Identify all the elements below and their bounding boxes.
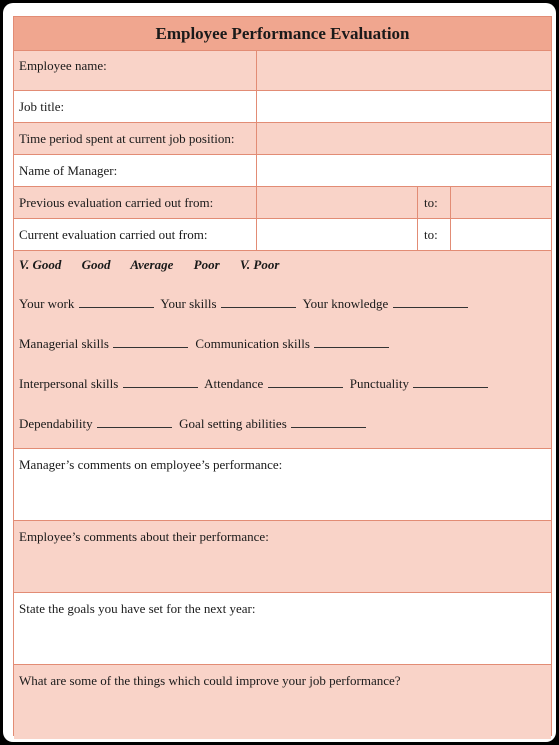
time-period-field[interactable]	[257, 123, 551, 154]
job-title-field[interactable]	[257, 91, 551, 122]
current-eval-to-label: to:	[418, 219, 451, 250]
rating-blank[interactable]	[393, 297, 468, 308]
ratings-section	[14, 251, 551, 449]
employee-comments-box[interactable]	[14, 521, 551, 593]
rating-criterion: Punctuality	[349, 376, 410, 391]
rating-line	[19, 336, 393, 352]
current-eval-from-field[interactable]	[257, 219, 418, 250]
rating-blank[interactable]	[413, 377, 488, 388]
rating-criterion: Your work	[19, 296, 75, 311]
goals-label: State the goals you have set for the next year:	[19, 601, 256, 616]
time-period-row	[14, 123, 551, 155]
current-eval-to-field[interactable]	[451, 219, 551, 250]
previous-eval-to-field[interactable]	[451, 187, 551, 218]
job-title-row	[14, 91, 551, 123]
employee-name-label: Employee name:	[14, 51, 257, 90]
manager-comments-box[interactable]	[14, 449, 551, 521]
rating-line	[19, 296, 472, 312]
rating-criterion: Dependability	[19, 416, 93, 431]
manager-name-label: Name of Manager:	[14, 155, 257, 186]
job-title-label: Job title:	[14, 91, 257, 122]
rating-scale-item: Poor	[193, 257, 220, 272]
goals-box[interactable]	[14, 593, 551, 665]
rating-scale-item: V. Poor	[239, 257, 280, 272]
manager-name-field[interactable]	[257, 155, 551, 186]
rating-blank[interactable]	[268, 377, 343, 388]
rating-blank[interactable]	[79, 297, 154, 308]
current-eval-row	[14, 219, 551, 251]
rating-criterion: Managerial skills	[19, 336, 109, 351]
previous-eval-row	[14, 187, 551, 219]
evaluation-form	[13, 16, 552, 736]
employee-name-row	[14, 51, 551, 91]
rating-blank[interactable]	[314, 337, 389, 348]
current-eval-label: Current evaluation carried out from:	[14, 219, 257, 250]
time-period-label: Time period spent at current job position:	[14, 123, 257, 154]
employee-comments-label: Employee’s comments about their performance:	[19, 529, 269, 544]
rating-scale-item: Average	[130, 257, 174, 272]
manager-name-row	[14, 155, 551, 187]
rating-blank[interactable]	[221, 297, 296, 308]
improvement-label: What are some of the things which could improve your job performance?	[19, 673, 401, 688]
rating-criterion: Your knowledge	[302, 296, 389, 311]
page-frame	[3, 3, 556, 742]
previous-eval-from-field[interactable]	[257, 187, 418, 218]
rating-line	[19, 376, 492, 392]
rating-blank[interactable]	[97, 417, 172, 428]
rating-criterion: Communication skills	[195, 336, 310, 351]
previous-eval-label: Previous evaluation carried out from:	[14, 187, 257, 218]
form-title: Employee Performance Evaluation	[14, 17, 551, 51]
improvement-box[interactable]	[14, 665, 551, 739]
rating-criterion: Your skills	[160, 296, 217, 311]
rating-line	[19, 416, 370, 432]
rating-scale-item: Good	[81, 257, 111, 272]
rating-blank[interactable]	[113, 337, 188, 348]
rating-blank[interactable]	[123, 377, 198, 388]
rating-criterion: Goal setting abilities	[179, 416, 287, 431]
employee-name-field[interactable]	[257, 51, 551, 90]
manager-comments-label: Manager’s comments on employee’s performance:	[19, 457, 283, 472]
rating-blank[interactable]	[291, 417, 366, 428]
rating-scale-item: V. Good	[19, 257, 62, 272]
rating-criterion: Interpersonal skills	[19, 376, 119, 391]
rating-criterion: Attendance	[204, 376, 264, 391]
previous-eval-to-label: to:	[418, 187, 451, 218]
rating-scale	[19, 257, 296, 273]
